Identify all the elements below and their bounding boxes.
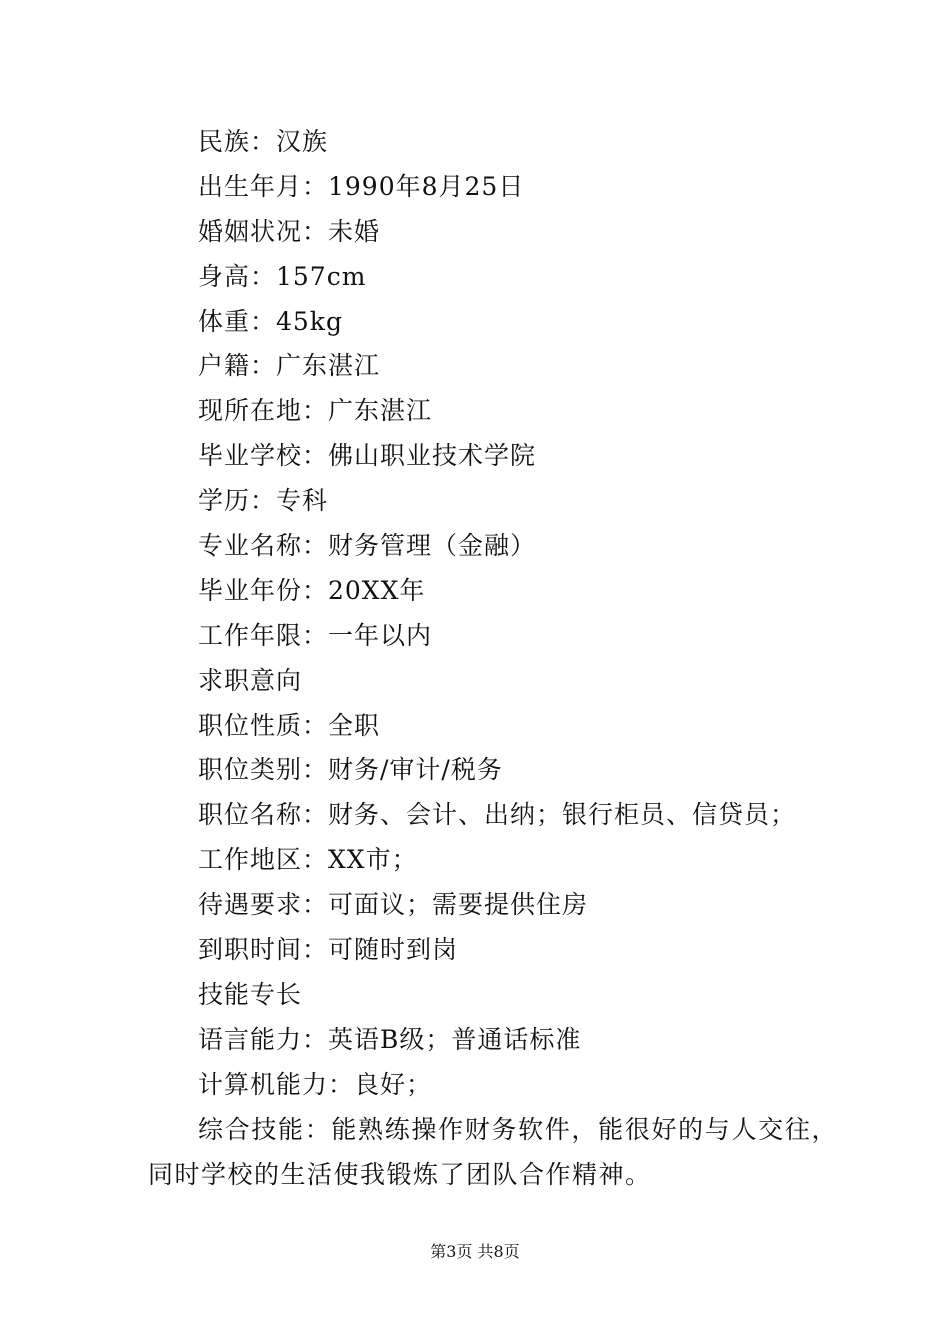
info-line-work-years: 工作年限：一年以内 <box>198 620 433 650</box>
info-line-job-title: 职位名称：财务、会计、出纳；银行柜员、信贷员； <box>198 800 797 830</box>
page-number-footer: 第3页 共8页 <box>430 1242 520 1261</box>
info-line-weight: 体重：45kg <box>198 306 343 336</box>
info-line-education: 学历：专科 <box>198 486 329 516</box>
info-line-language: 语言能力：英语B级；普通话标准 <box>198 1024 582 1054</box>
info-line-work-area: 工作地区：XX市； <box>198 845 418 875</box>
info-line-major: 专业名称：财务管理（金融） <box>198 531 537 561</box>
info-line-job-category: 职位类别：财务/审计/税务 <box>198 755 503 785</box>
info-line-start-time: 到职时间：可随时到岗 <box>198 935 459 965</box>
info-line-school: 毕业学校：佛山职业技术学院 <box>198 441 537 471</box>
section-heading-skills: 技能专长 <box>198 979 303 1009</box>
info-line-ethnicity: 民族：汉族 <box>198 127 329 156</box>
info-line-household: 户籍：广东湛江 <box>198 351 381 381</box>
info-line-salary: 待遇要求：可面议；需要提供住房 <box>198 890 589 920</box>
info-line-computer: 计算机能力：良好； <box>198 1069 433 1099</box>
info-line-graduation-year: 毕业年份：20XX年 <box>198 575 426 605</box>
info-line-birth-date: 出生年月：1990年8月25日 <box>198 171 525 201</box>
info-line-marital-status: 婚姻状况：未婚 <box>198 216 381 246</box>
document-body <box>148 120 838 1197</box>
skills-summary-paragraph: 综合技能：能熟练操作财务软件，能很好的与人交往，同时学校的生活使我锻炼了团队合作精神。 <box>148 1114 838 1189</box>
info-line-job-type: 职位性质：全职 <box>198 710 381 740</box>
info-line-height: 身高：157cm <box>198 261 367 291</box>
section-heading-job-intention: 求职意向 <box>198 665 303 695</box>
info-line-current-location: 现所在地：广东湛江 <box>198 396 433 426</box>
